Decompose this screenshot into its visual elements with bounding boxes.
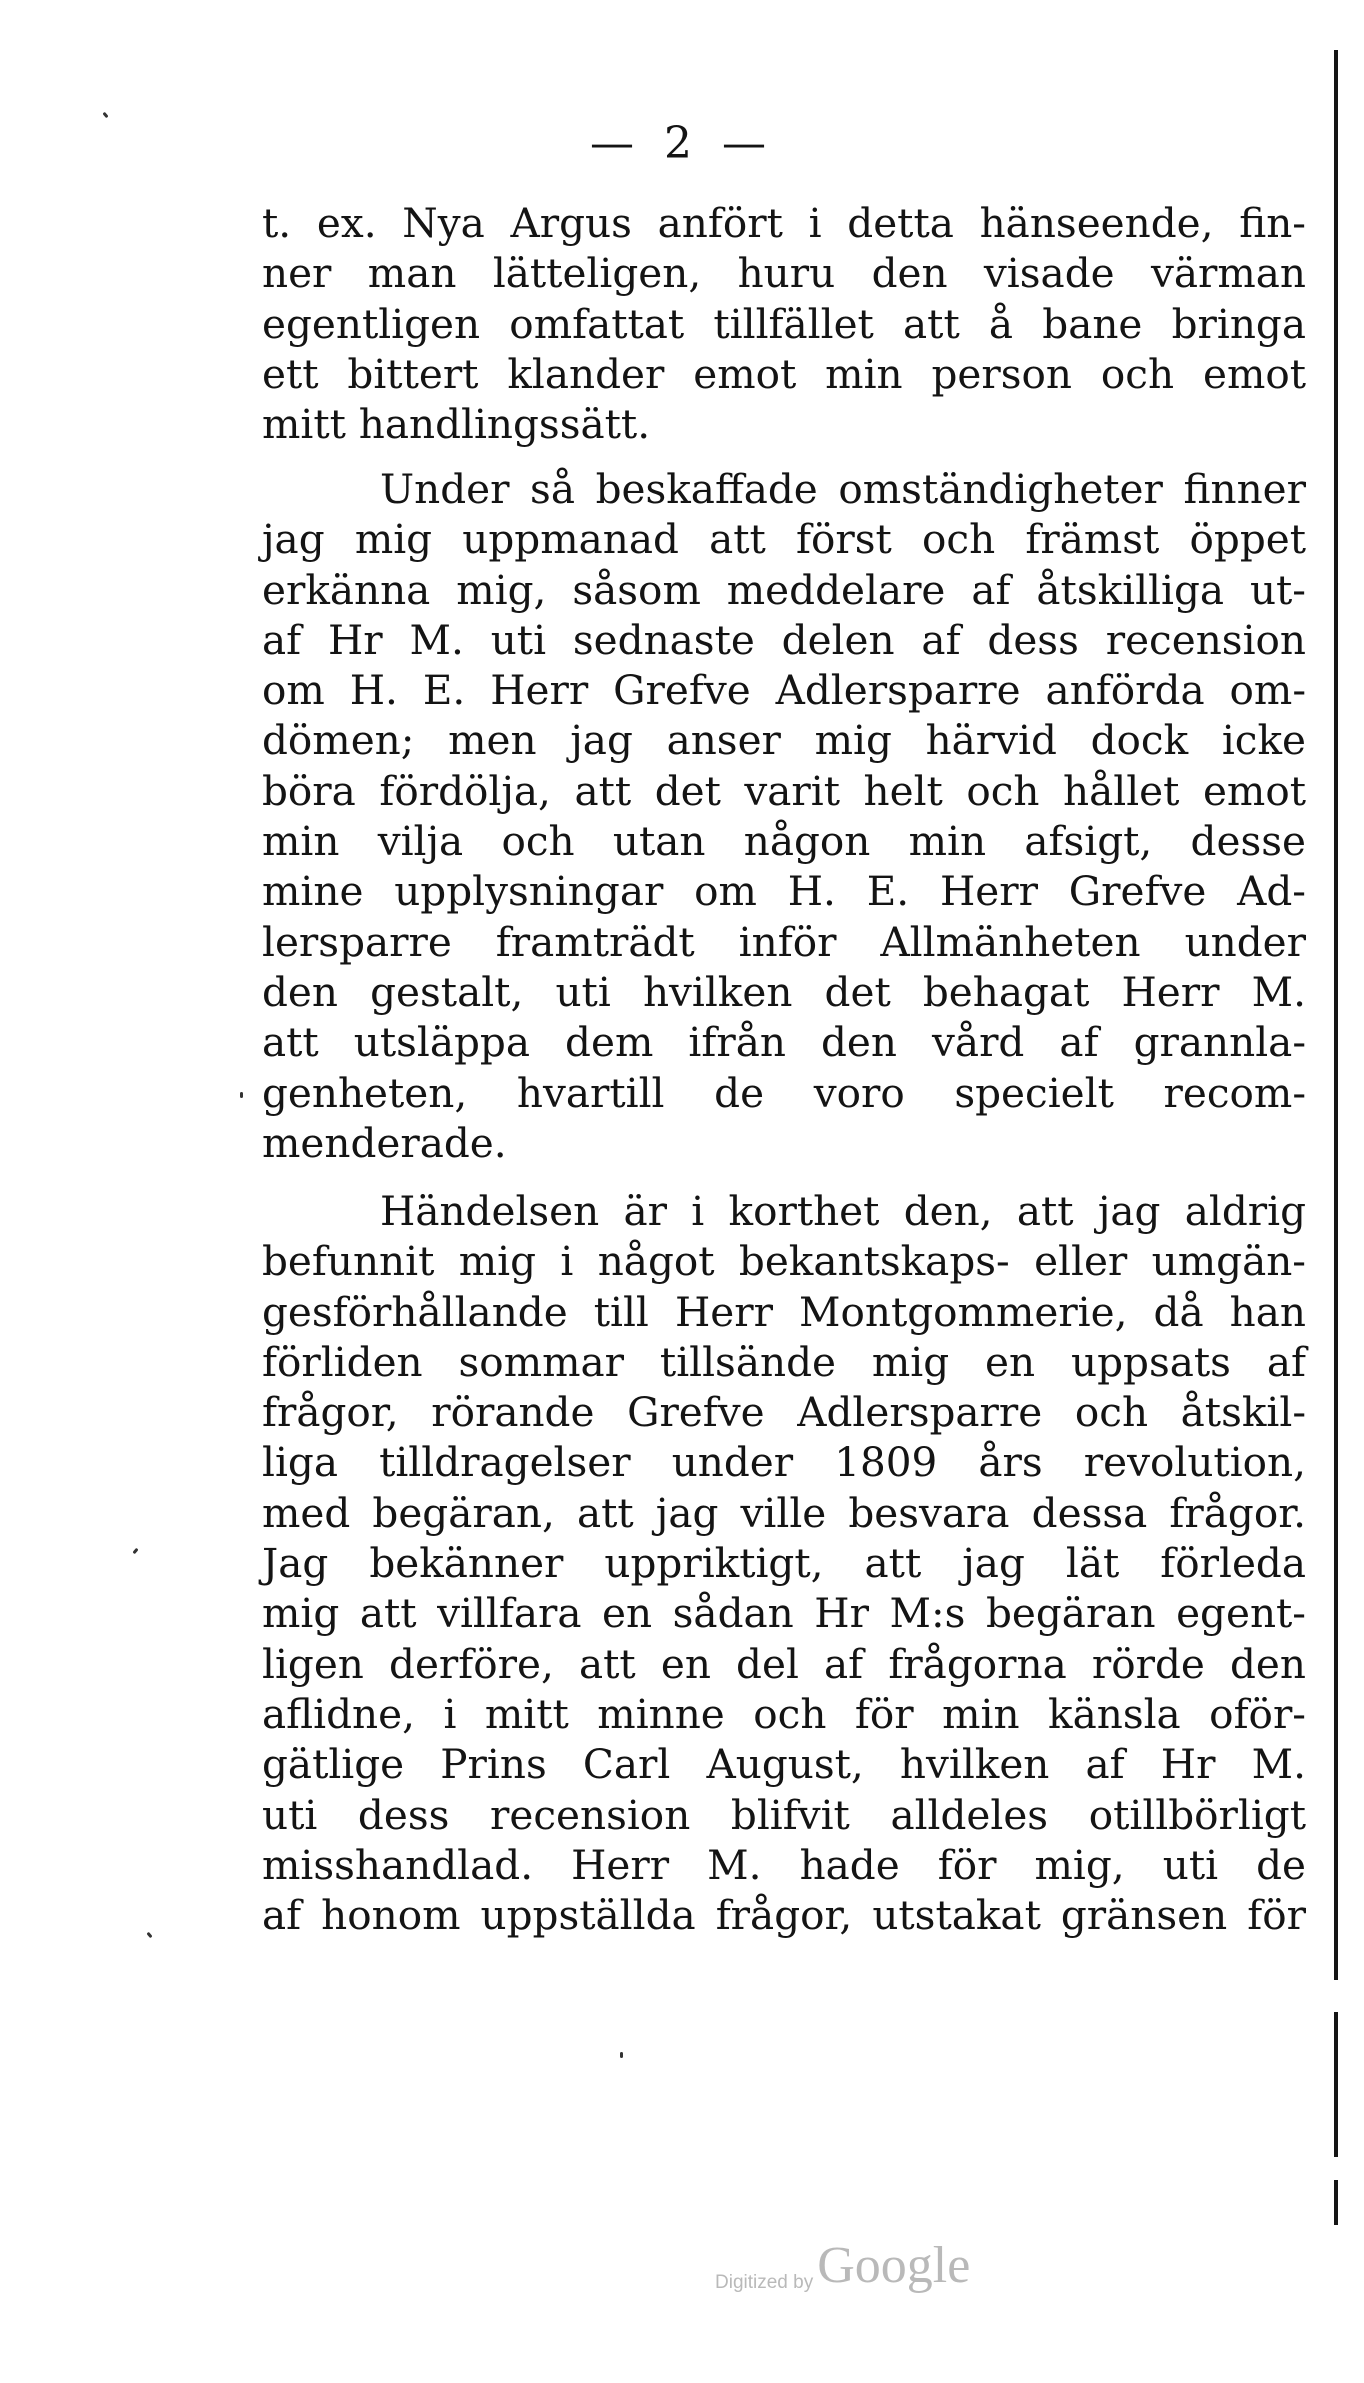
page-edge-rule — [1334, 50, 1338, 1980]
text-line: ligen derföre, att en del af frågorna rörde den — [262, 1639, 1306, 1688]
watermark-brand: Google — [817, 2237, 971, 2294]
text-line: af Hr M. uti sednaste delen af dess recension — [262, 615, 1306, 664]
text-line: gesförhållande till Herr Montgommerie, då han — [262, 1287, 1306, 1336]
text-line: uti dess recension blifvit alldeles otillbörligt — [262, 1790, 1306, 1839]
text-line: förliden sommar tillsände mig en uppsats af — [262, 1337, 1306, 1386]
text-line: aflidne, i mitt minne och för min känsla oför- — [262, 1689, 1306, 1738]
text-line: Händelsen är i korthet den, att jag aldrig — [380, 1187, 1306, 1235]
text-line: erkänna mig, såsom meddelare af åtskilliga ut- — [262, 565, 1306, 614]
text-line: Jag bekänner uppriktigt, att jag lät förleda — [262, 1539, 1306, 1588]
text-line: ner man lätteligen, huru den visade värman — [262, 249, 1306, 298]
text-line: mig att villfara en sådan Hr M:s begäran egent- — [262, 1589, 1306, 1638]
text-line: jag mig uppmanad att först och främst öppet — [262, 515, 1306, 564]
page-edge-rule — [1334, 2180, 1338, 2225]
text-line: t. ex. Nya Argus anfört i detta hänseende, fin- — [262, 199, 1306, 247]
scan-speck — [132, 1548, 138, 1555]
page-edge-rule — [1334, 2012, 1338, 2157]
paragraph-1 — [262, 198, 1306, 449]
text-line: om H. E. Herr Grefve Adlersparre anförda om- — [262, 666, 1306, 715]
text-line: frågor, rörande Grefve Adlersparre och åtskil- — [262, 1388, 1306, 1437]
text-line: mitt handlingssätt. — [262, 400, 651, 449]
text-line: den gestalt, uti hvilken det behagat Herr M. — [262, 967, 1306, 1016]
text-line: genheten, hvartill de voro specielt recom- — [262, 1068, 1306, 1117]
scan-speck — [240, 1092, 243, 1098]
text-line: liga tilldragelser under 1809 års revolution, — [262, 1438, 1306, 1487]
text-line: ett bittert klander emot min person och emot — [262, 349, 1306, 398]
text-line: gätlige Prins Carl August, hvilken af Hr M. — [262, 1740, 1306, 1789]
paragraph-2 — [262, 464, 1306, 1168]
text-line: egentligen omfattat tillfället att å bane bringa — [262, 299, 1306, 348]
text-line: mine upplysningar om H. E. Herr Grefve Ad- — [262, 867, 1306, 916]
watermark-prefix: Digitized by — [715, 2272, 814, 2293]
text-line: böra fördölja, att det varit helt och hållet emot — [262, 766, 1306, 815]
text-line: menderade. — [262, 1118, 507, 1167]
text-line: dömen; men jag anser mig härvid dock icke — [262, 716, 1306, 765]
text-line: misshandlad. Herr M. hade för mig, uti de — [262, 1840, 1306, 1889]
text-line: min vilja och utan någon min afsigt, desse — [262, 817, 1306, 866]
scan-speck — [620, 2052, 623, 2058]
page-number: — 2 — — [590, 118, 774, 169]
paragraph-3 — [262, 1186, 1306, 1940]
text-line: befunnit mig i något bekantskaps- eller umgän- — [262, 1237, 1306, 1286]
text-line: med begäran, att jag ville besvara dessa frågor. — [262, 1488, 1306, 1537]
text-line: lersparre framträdt inför Allmänheten under — [262, 917, 1306, 966]
text-line: af honom uppställda frågor, utstakat gränsen för — [262, 1891, 1306, 1940]
text-line: Under så beskaffade omständigheter finner — [380, 465, 1306, 513]
scan-speck — [146, 1932, 152, 1939]
digitized-watermark — [715, 2238, 1035, 2294]
text-line: att utsläppa dem ifrån den vård af grannla- — [262, 1018, 1306, 1067]
